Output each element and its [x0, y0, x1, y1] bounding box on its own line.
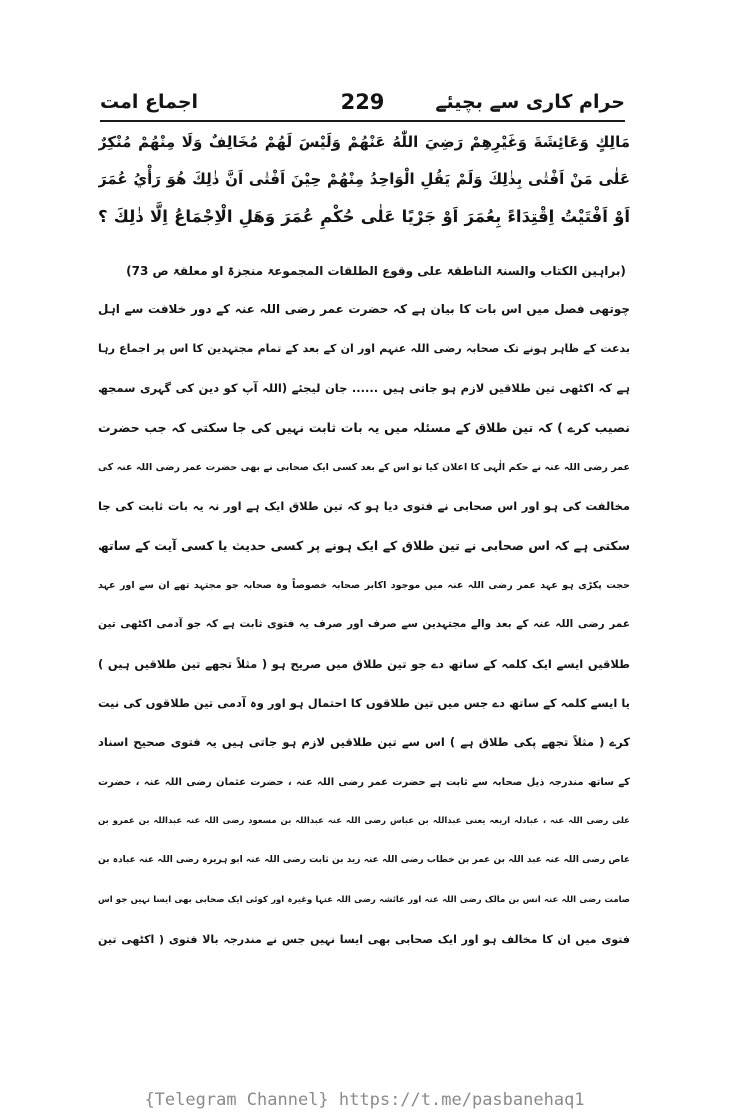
- body-line: ہے کہ اکٹھی تین طلاقیں لازم ہو جاتی ہیں ...... جان لیجئے (اللہ آپ کو دین کی گہری سمجھ: [98, 380, 630, 395]
- arabic-line: عَلٰى مَنْ اَفْتٰى بِذٰلِكَ وَلَمْ يَقُلِ الْوَاحِدُ مِنْهُمْ حِيْنَ اَفْتٰى اَنَّ ذٰلِكَ هُوَ رَأْيُ عُمَرَ: [98, 170, 630, 188]
- body-line: سکتی ہے کہ اس صحابی نے تین طلاق کے ایک ہونے پر کسی حدیث یا کسی آیت کے ساتھ: [98, 538, 630, 554]
- body-line: صامت رضی اللہ عنہ انس بن مالک رضی اللہ عنہ اور عائشہ رضی اللہ عنہا وغیرہ اور کوئی ایک صحابی بھی ایسا نہیں جو اس: [98, 894, 630, 905]
- page-number: 229: [340, 90, 385, 114]
- body-line: طلاقیں ایسے ایک کلمہ کے ساتھ دے جو تین طلاق میں صریح ہو ( مثلاً تجھے تین طلاقیں ہیں ): [98, 656, 630, 671]
- telegram-watermark: {Telegram Channel} https://t.me/pasbanehaq1: [144, 1090, 585, 1110]
- body-line: مخالفت کی ہو اور اس صحابی نے فتوی دیا ہو کہ تین طلاق ایک ہے اور نہ یہ بات ثابت کی جا: [98, 498, 630, 513]
- body-line: کے ساتھ مندرجہ ذیل صحابہ سے ثابت ہے حضرت عمر رضی اللہ عنہ ، حضرت عثمان رضی اللہ عنہ ، حضرت: [98, 776, 630, 788]
- urdu-body: [98, 290, 630, 960]
- header-divider: [100, 120, 625, 122]
- body-line: یا ایسے کلمہ کے ساتھ دے جس میں تین طلاقوں کا احتمال ہو اور وہ آدمی تین طلاقوں کی نیت: [98, 695, 630, 710]
- body-line: عمر رضی اللہ عنہ نے حکم الٰہی کا اعلان کیا تو اس کے بعد کسی ایک صحابی نے بھی حضرت عمر رضی اللہ عنہ کی: [98, 461, 630, 473]
- body-line: فتوی میں ان کا مخالف ہو اور ایک صحابی بھی ایسا نہیں جس نے مندرجہ بالا فتوی ( اکٹھی تین: [98, 933, 630, 947]
- body-line: عمر رضی اللہ عنہ کے بعد والے مجتہدین سے صرف اور صرف یہ فتوی ثابت ہے کہ جو آدمی اکٹھی تین: [98, 618, 630, 631]
- source-reference: (براہین الکتاب والسنۃ الناطقۃ علی وقوع الطلقات المجموعۃ منجزۃ او معلقۃ ص 73): [126, 264, 626, 278]
- arabic-line: مَالِكٍ وَعَائِشَةَ وَغَيْرِهِمْ رَضِيَ اللّٰهُ عَنْهُمْ وَلَيْسَ لَهُمْ مُخَالِفٌ وَلَا مِنْهُمْ مُنْكِرٌ: [98, 133, 630, 151]
- body-line: کرے ( مثلاً تجھے پکی طلاق ہے ) اس سے تین طلاقیں لازم ہو جاتی ہیں یہ فتوی صحیح اسناد: [98, 735, 630, 750]
- body-line: بدعت کے ظاہر ہونے تک صحابہ رضی اللہ عنہم اور ان کے بعد کے تمام مجتہدین کا اس پر اجماع رہا: [98, 342, 630, 356]
- body-line: علی رضی اللہ عنہ ، عبادلہ اربعہ یعنی عبداللہ بن عباس رضی اللہ عنہ عبداللہ بن مسعود رضی اللہ عنہ عبداللہ بن عمرو بن: [98, 816, 630, 827]
- body-line: حجت پکڑی ہو عہد عمر رضی اللہ عنہ میں موجود اکابر صحابہ خصوصاً وہ صحابہ جو مجتہد تھے ان سے اور عہد: [98, 579, 630, 591]
- chapter-title: اجماع امت: [100, 91, 199, 113]
- arabic-quote: [98, 124, 630, 235]
- body-line: نصیب کرے ) کہ تین طلاق کے مسئلہ میں یہ بات ثابت نہیں کی جا سکتی کہ جب حضرت: [98, 420, 630, 436]
- body-line: عاص رضی اللہ عنہ عبد اللہ بن عمر بن خطاب رضی اللہ عنہ زید بن ثابت رضی اللہ عنہ ابو ہریرہ رضی اللہ عنہ عبادہ بن: [98, 855, 630, 866]
- page-header: [100, 88, 625, 116]
- book-title: حرام کاری سے بچیئے: [435, 91, 625, 113]
- arabic-line: اَوْ اَفْتَيْتُ اِقْتِدَاءً بِعُمَرَ اَوْ جَرْيًا عَلٰى حُكْمِ عُمَرَ وَهَلِ الْاِجْمَاعُ اِلَّا ذٰلِكَ ؟: [98, 207, 630, 226]
- body-line: چوتھی فصل میں اس بات کا بیان ہے کہ حضرت عمر رضی اللہ عنہ کے دور خلافت سے اہل: [98, 302, 630, 316]
